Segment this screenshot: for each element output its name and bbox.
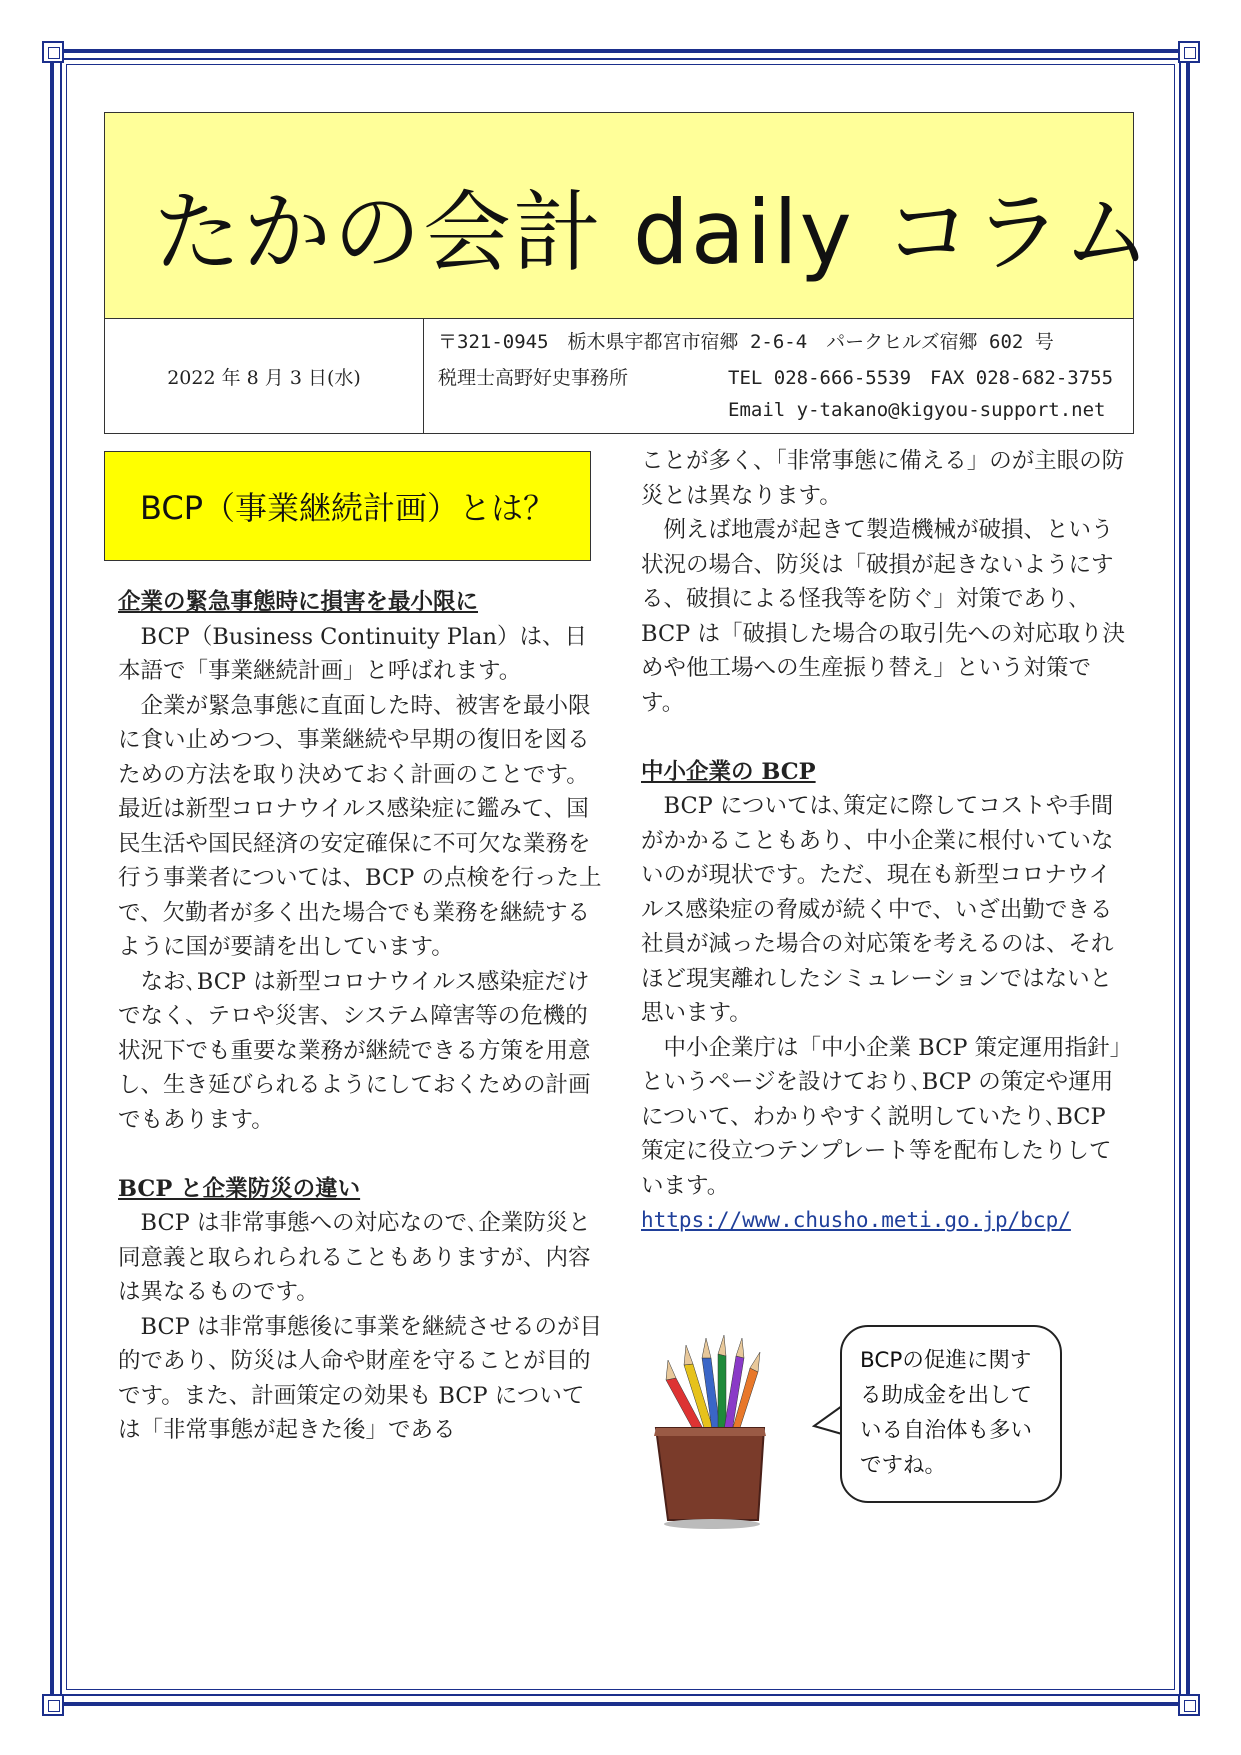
bcp-link[interactable]: https://www.chusho.meti.go.jp/bcp/ [641, 1208, 1071, 1232]
office-phone-fax: TEL 028-666-5539 FAX 028-682-3755 [728, 367, 1114, 389]
page-title: たかの会計 daily コラム [153, 181, 1153, 284]
title-cell [105, 113, 1153, 319]
office-info [424, 319, 1133, 433]
corner-ornament [1178, 1694, 1200, 1716]
speech-bubble [840, 1325, 1062, 1503]
office-name: 税理士高野好史事務所 [438, 367, 629, 389]
paragraph: ことが多く、「非常事態に備える」のが主眼の防災とは異なります。 [641, 448, 1125, 509]
section-heading: 中小企業の BCP [641, 758, 816, 785]
link-line [641, 1203, 1126, 1238]
office-email: Email y-takano@kigyou-support.net [728, 399, 1106, 421]
paragraph: 中小企業庁は「中小企業 BCP 策定運用指針」というページを設けており､BCP の策定や運用について、わかりやすく説明していたり､BCP 策定に役立つテンプレート等を配布したりしています。 [641, 1034, 1121, 1199]
pencil-icon [666, 1335, 760, 1442]
header-table [104, 112, 1153, 434]
paragraph: 例えば地震が起きて製造機械が破損、という状況の場合、防災は「破損が起きないようにする、破損による怪我等を防ぐ」対策であり､BCP は「破損した場合の取引先への対応取り決めや他工場への生産振り替え」という対策です。 [641, 517, 1125, 716]
corner-ornament [42, 1694, 64, 1716]
section-banner: BCP（事業継続計画）とは？ [104, 451, 591, 561]
paragraph: BCP については､策定に際してコストや手間がかかることもあり、中小企業に根付いていないのが現状です。ただ、現在も新型コロナウイルス感染症の脅威が続く中で、いざ出勤できる社員が減った場合の対応策を考えるのは、それほど現実離れしたシミュレーションではないと思います。 [641, 793, 1114, 1026]
paragraph: なお､BCP は新型コロナウイルス感染症だけでなく、テロや災害、システム障害等の危機的状況下でも重要な業務が継続できる方策を用意し、生き延びられるようにしておくための計画でもあります。 [118, 968, 591, 1133]
corner-ornament [1178, 41, 1200, 63]
section-heading: BCP と企業防災の違い [118, 1175, 361, 1202]
paragraph: BCP は非常事態後に事業を継続させるのが目的であり、防災は人命や財産を守ることが目的です。また、計画策定の効果も BCP については「非常事態が起きた後」である [118, 1313, 602, 1443]
right-column [641, 444, 1126, 1238]
left-column [118, 585, 604, 1448]
paragraph: BCP は非常事態への対応なので､企業防災と同意義と取られられることもありますが、内容は異なるものです。 [118, 1210, 591, 1305]
section-heading: 企業の緊急事態時に損害を最小限に [118, 589, 479, 615]
pencil-cup-illustration [646, 1320, 786, 1530]
corner-ornament [42, 41, 64, 63]
cup-icon [656, 1428, 764, 1520]
office-address: 〒321-0945 栃木県宇都宮市宿郷 2-6-4 パークヒルズ宿郷 602 号 [438, 331, 1054, 353]
speech-bubble-text: BCPの促進に関する助成金を出している自治体も多いですね。 [860, 1348, 1033, 1478]
paragraph: BCP（Business Continuity Plan）は、日本語で「事業継続計画」と呼ばれます。 [118, 623, 587, 684]
issue-date: 2022 年 8 月 3 日(水) [105, 319, 424, 433]
paragraph: 企業が緊急事態に直面した時、被害を最小限に食い止めつつ、事業継続や早期の復旧を図るための方法を取り決めておく計画のことです。最近は新型コロナウイルス感染症に鑑みて、国民生活や国民経済の安定確保に不可欠な業務を行う事業者については、BCP の点検を行った上で、欠勤者が多く出た場合でも業務を継続するように国が要請を出しています。 [118, 692, 602, 960]
